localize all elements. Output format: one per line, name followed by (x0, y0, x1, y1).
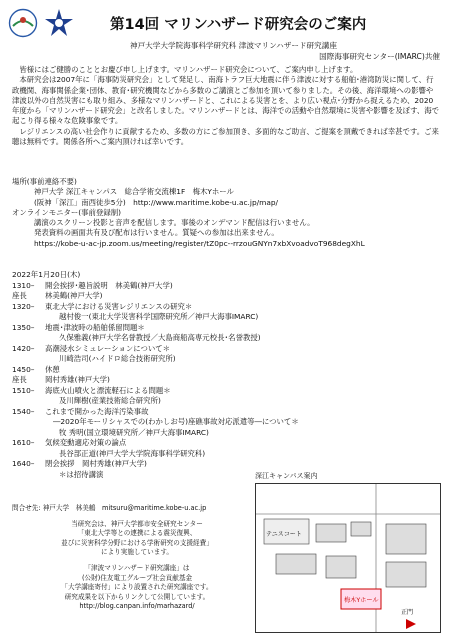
program-time: 1640– (12, 459, 35, 468)
page-title: 第14回 マリンハザード研究会のご案内 (110, 17, 367, 33)
program-text: 越村俊一(東北大学災害科学国際研究所／神戸大海事IMARC) (59, 312, 259, 321)
program-text: 高潮浸水シミュレーションについて＊ (45, 343, 171, 353)
program-text: 地震･津波時の船舶係留問題＊ (45, 322, 145, 332)
program-time (12, 449, 45, 460)
program-time: 座長 (12, 291, 27, 300)
program-time (12, 417, 45, 428)
program-row (12, 417, 299, 428)
program-row (12, 344, 299, 355)
program-text: 東北大学における災害レジリエンスの研究＊ (45, 301, 193, 311)
program-date: 2022年1月20日(木) (12, 270, 81, 279)
program-text: これまで開かった海洋汚染事故 (45, 406, 149, 416)
support-line: 「東北大学等との連携による震災復興、 (77, 529, 197, 538)
online-note: 発表資料の画面共有及び配布は行いません。質疑への参加は出来ません。 (34, 228, 279, 238)
program-text: 休憩 (45, 364, 60, 374)
program-time: 1320– (12, 301, 35, 311)
program-time (12, 428, 45, 439)
program-row (12, 459, 299, 470)
donation-line: 研究成果を以下からリンクして公開しています。 (64, 592, 210, 601)
online-note: 講演のスクリーン投影と音声を配信します。事後のオンデマンド配信は行いません。 (34, 218, 315, 228)
program-time (12, 354, 45, 365)
campus-map (255, 483, 441, 633)
program-text: 及川輝樹(産業技術総合研究所) (59, 396, 161, 405)
program-row (12, 396, 299, 407)
program-text: 海底火山噴火と漂流軽石による問題＊ (45, 385, 171, 395)
program-row (12, 323, 299, 334)
program-time (12, 333, 45, 344)
map-label-hall: 梅木Yホール (344, 597, 379, 604)
donation-line: 「大学講座寄付」により設置された研究講座です。 (61, 583, 213, 592)
program-text: 開会挨拶･趣旨説明 林美鶴(神戸大学) (45, 280, 173, 290)
online-registration-link[interactable]: https://kobe-u-ac-jp.zoom.us/meeting/register/tZ0pc--rrzouGNYn7xbXvoadvoT968degXhL (34, 238, 365, 248)
program-time: 1350– (12, 322, 35, 332)
program-text: 久保雅義(神戸大学名誉教授／大島商船高専元校長･名誉教授) (59, 333, 261, 342)
program-row (12, 281, 299, 292)
venue-place: 神戸大学 深江キャンパス 総合学術交流棟1F 梅木Yホール (34, 187, 234, 197)
donation-line: (公財)住友電工グループ社会貢献基金 (81, 573, 193, 582)
intro-paragraph: レジリエンスの高い社会作りに貢献するため、多数の方にご参加頂き、多面的なご助言、ご提案を頂戴できれば幸甚です。ご来聴は無料です。関係各所へご案内頂ければ幸いです。 (12, 126, 439, 147)
program-time (12, 312, 45, 323)
program-section (12, 270, 299, 480)
map-label-gate: 正門 (401, 609, 414, 616)
program-row (12, 449, 299, 460)
program-row (12, 354, 299, 365)
donation-line: 「津波マリンハザード研究講座」は (84, 563, 190, 572)
intro-section (12, 65, 440, 147)
program-time: 1310– (12, 280, 35, 290)
imarc-star-logo (44, 8, 74, 38)
contact-info: 問合せ先: 神戸大学 林美鶴 mitsuru@maritime.kobe-u.ac.jp (12, 504, 207, 512)
program-text: 長谷部正道(神戸大学大学院海事科学研究科) (59, 448, 206, 458)
program-row (12, 333, 299, 344)
online-heading: オンラインモニター(事前登録制) (12, 207, 122, 217)
donation-note (12, 564, 262, 612)
intro-paragraph: 本研究会は2007年に「海事防災研究会」として発足し、南海トラフ巨大地震に伴う津波に対する船舶･港湾防災に関して、行政機関、海事関係企業･団体、教育･研究機関などから多数のご講演とご参加を頂いて参りました。その後、海洋環境への影響や津波以外の自然災害にも取り組み、多様なマリンハザードと、これによる災害とを、より広い視点･分野から捉えるため、2020年度から「マリンハザード研究会」と改名しました。マリンハザードとは、海洋での活動や自然環境に災害や影響を及ぼす、海で起こり得る様々な危険事象です。 (12, 75, 440, 126)
program-row (12, 291, 299, 302)
program-time: 1510– (12, 385, 35, 395)
intro-paragraph: 皆様にはご健勝のこととお慶び申し上げます。マリンハザード研究会について、ご案内申し上げます。 (19, 65, 358, 74)
kobe-university-logo (8, 8, 38, 38)
map-label-tennis: テニスコート (266, 531, 302, 538)
venue-section (12, 177, 365, 249)
program-text: 岡村秀雄(神戸大学) (45, 375, 110, 384)
contact-section (12, 504, 262, 612)
program-row (12, 375, 299, 386)
program-time: 1610– (12, 438, 35, 447)
program-time: 1420– (12, 343, 35, 353)
program-text: 気候変動適応対策の論点 (45, 438, 127, 447)
program-row (12, 365, 299, 376)
program-text: 川崎浩司(ハイドロ総合技術研究所) (59, 354, 176, 363)
program-row (12, 312, 299, 323)
program-row (12, 428, 299, 439)
program-time (12, 470, 45, 481)
program-row (12, 438, 299, 449)
program-time (12, 396, 45, 407)
venue-access: (阪神「深江」南西徒歩5分) http://www.maritime.kobe-u.ac.jp/map/ (34, 197, 279, 207)
program-row (12, 386, 299, 397)
program-time: 1450– (12, 364, 35, 374)
campus-map-panel (255, 471, 441, 631)
program-list (12, 281, 299, 481)
program-row (12, 407, 299, 418)
support-note (12, 520, 262, 558)
organizer-line-1: 神戸大学大学院海事科学研究科 津波マリンハザード研究講座 (130, 41, 337, 50)
program-text: 林美鶴(神戸大学) (45, 291, 103, 300)
program-row (12, 302, 299, 313)
program-text: ＊は招待講演 (59, 469, 104, 479)
venue-heading: 場所(事前連絡不要) (12, 177, 77, 186)
program-text: ―2020年モーリシャスでの(わかしお号)座礁事故対応派遣等―について＊ (53, 417, 299, 426)
program-text: 牧 秀明(国立環境研究所／神戸大海事IMARC) (59, 427, 209, 437)
support-line: により実施しています。 (100, 548, 173, 557)
blog-link[interactable]: http://blog.canpan.info/marhazard/ (79, 602, 195, 611)
organizer-line-2: 国際海事研究センター(IMARC)共催 (319, 52, 440, 61)
support-line: 並びに災害科学分野における学術研究の支援経費」 (61, 538, 213, 547)
program-time: 1540– (12, 406, 35, 416)
program-time: 座長 (12, 375, 27, 384)
map-caption: 深江キャンパス案内 (255, 472, 318, 480)
support-line: 当研究会は、神戸大学都市安全研究センター (71, 519, 203, 528)
program-text: 閉会挨拶 岡村秀雄(神戸大学) (45, 459, 147, 468)
